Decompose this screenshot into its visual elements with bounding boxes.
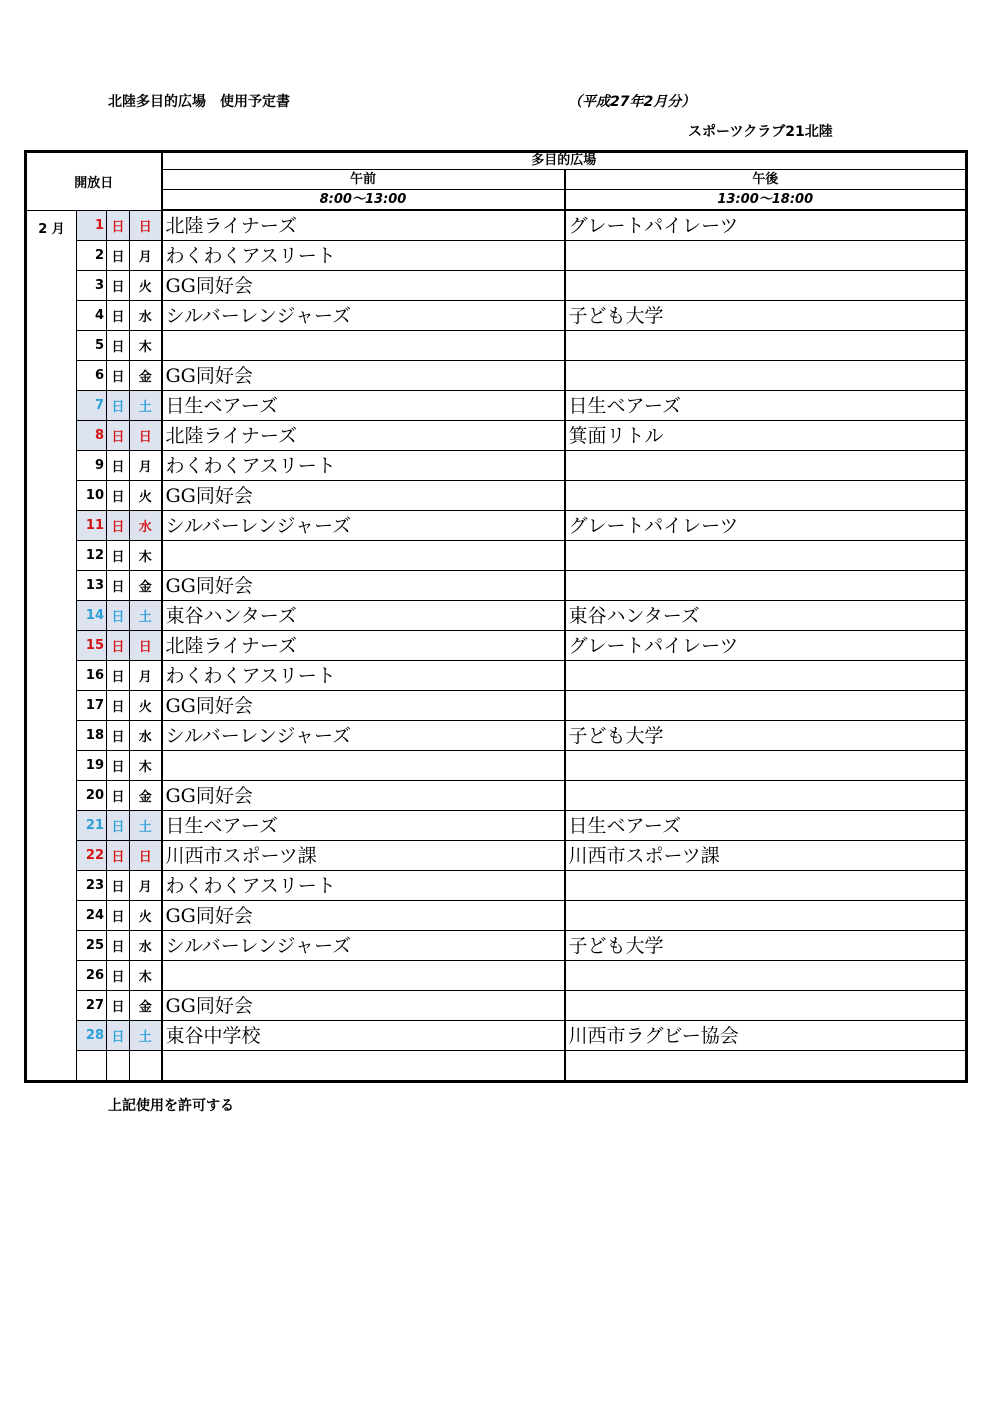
table-row xyxy=(26,631,967,661)
pm-booking xyxy=(565,871,967,901)
day-number: 7 xyxy=(77,391,107,421)
day-number: 17 xyxy=(77,691,107,721)
weekday: 月 xyxy=(130,241,162,271)
weekday: 木 xyxy=(130,751,162,781)
day-number: 19 xyxy=(77,751,107,781)
day-unit: 日 xyxy=(107,541,130,571)
period-label: （平成27年2月分） xyxy=(568,94,696,110)
day-unit: 日 xyxy=(107,871,130,901)
schedule-table xyxy=(24,150,968,1083)
pm-booking xyxy=(565,751,967,781)
pm-booking: 川西市ラグビー協会 xyxy=(565,1021,967,1051)
am-booking: 川西市スポーツ課 xyxy=(162,841,565,871)
pm-header: 午後 xyxy=(565,170,967,190)
day-unit: 日 xyxy=(107,210,130,241)
document-title: 北陸多目的広場 使用予定書 xyxy=(108,94,290,110)
table-row xyxy=(26,1021,967,1051)
day-unit xyxy=(107,1051,130,1082)
weekday: 木 xyxy=(130,331,162,361)
header-row-venue xyxy=(26,152,967,170)
pm-time: 13:00～18:00 xyxy=(565,190,967,211)
am-booking: GG同好会 xyxy=(162,691,565,721)
day-number: 18 xyxy=(77,721,107,751)
pm-booking xyxy=(565,691,967,721)
day-number: 28 xyxy=(77,1021,107,1051)
day-number: 21 xyxy=(77,811,107,841)
am-booking: GG同好会 xyxy=(162,271,565,301)
am-booking xyxy=(162,961,565,991)
day-number: 15 xyxy=(77,631,107,661)
table-row xyxy=(26,481,967,511)
table-row xyxy=(26,421,967,451)
weekday: 月 xyxy=(130,661,162,691)
table-row xyxy=(26,331,967,361)
day-unit: 日 xyxy=(107,421,130,451)
day-number: 16 xyxy=(77,661,107,691)
weekday: 火 xyxy=(130,481,162,511)
weekday: 木 xyxy=(130,541,162,571)
pm-booking: 東谷ハンターズ xyxy=(565,601,967,631)
pm-booking: 子ども大学 xyxy=(565,301,967,331)
table-row xyxy=(26,661,967,691)
pm-booking: 日生ベアーズ xyxy=(565,391,967,421)
table-row xyxy=(26,241,967,271)
pm-booking: グレートパイレーツ xyxy=(565,631,967,661)
am-booking: シルバーレンジャーズ xyxy=(162,721,565,751)
pm-booking: グレートパイレーツ xyxy=(565,511,967,541)
day-unit: 日 xyxy=(107,961,130,991)
day-unit: 日 xyxy=(107,361,130,391)
table-row xyxy=(26,901,967,931)
table-row xyxy=(26,811,967,841)
pm-booking xyxy=(565,1051,967,1082)
day-unit: 日 xyxy=(107,721,130,751)
organization-name: スポーツクラブ21北陸 xyxy=(688,124,833,140)
day-unit: 日 xyxy=(107,841,130,871)
am-booking: シルバーレンジャーズ xyxy=(162,931,565,961)
day-number: 13 xyxy=(77,571,107,601)
pm-booking xyxy=(565,991,967,1021)
day-number: 20 xyxy=(77,781,107,811)
weekday: 土 xyxy=(130,811,162,841)
day-unit: 日 xyxy=(107,301,130,331)
day-number: 27 xyxy=(77,991,107,1021)
day-unit: 日 xyxy=(107,571,130,601)
am-booking: GG同好会 xyxy=(162,991,565,1021)
weekday: 水 xyxy=(130,721,162,751)
month-cell: 2 月 xyxy=(26,210,77,1082)
table-row xyxy=(26,541,967,571)
pm-booking xyxy=(565,271,967,301)
day-unit: 日 xyxy=(107,991,130,1021)
day-unit: 日 xyxy=(107,331,130,361)
day-number: 23 xyxy=(77,871,107,901)
weekday: 火 xyxy=(130,691,162,721)
day-number: 4 xyxy=(77,301,107,331)
day-unit: 日 xyxy=(107,751,130,781)
table-row xyxy=(26,871,967,901)
weekday: 水 xyxy=(130,511,162,541)
pm-booking: 箕面リトル xyxy=(565,421,967,451)
am-booking: GG同好会 xyxy=(162,361,565,391)
am-booking: GG同好会 xyxy=(162,481,565,511)
day-number: 25 xyxy=(77,931,107,961)
day-number: 2 xyxy=(77,241,107,271)
pm-booking xyxy=(565,901,967,931)
weekday: 火 xyxy=(130,901,162,931)
am-booking: わくわくアスリート xyxy=(162,661,565,691)
pm-booking xyxy=(565,661,967,691)
day-number: 5 xyxy=(77,331,107,361)
table-row xyxy=(26,301,967,331)
day-number: 9 xyxy=(77,451,107,481)
weekday: 日 xyxy=(130,421,162,451)
day-number xyxy=(77,1051,107,1082)
weekday: 月 xyxy=(130,451,162,481)
table-row xyxy=(26,751,967,781)
weekday: 金 xyxy=(130,991,162,1021)
weekday: 土 xyxy=(130,391,162,421)
day-number: 11 xyxy=(77,511,107,541)
pm-booking xyxy=(565,481,967,511)
table-row xyxy=(26,451,967,481)
pm-booking: 子ども大学 xyxy=(565,721,967,751)
am-header: 午前 xyxy=(162,170,565,190)
table-row xyxy=(26,511,967,541)
am-booking: 北陸ライナーズ xyxy=(162,210,565,241)
day-number: 14 xyxy=(77,601,107,631)
approval-text: 上記使用を許可する xyxy=(108,1098,234,1114)
weekday: 日 xyxy=(130,631,162,661)
pm-booking xyxy=(565,241,967,271)
table-row xyxy=(26,841,967,871)
weekday: 木 xyxy=(130,961,162,991)
am-booking: GG同好会 xyxy=(162,781,565,811)
day-unit: 日 xyxy=(107,271,130,301)
table-row xyxy=(26,721,967,751)
pm-booking xyxy=(565,961,967,991)
weekday: 火 xyxy=(130,271,162,301)
pm-booking: 日生ベアーズ xyxy=(565,811,967,841)
pm-booking xyxy=(565,331,967,361)
table-row xyxy=(26,271,967,301)
table-row xyxy=(26,931,967,961)
day-unit: 日 xyxy=(107,241,130,271)
pm-booking xyxy=(565,361,967,391)
weekday: 金 xyxy=(130,571,162,601)
am-booking: 日生ベアーズ xyxy=(162,811,565,841)
day-number: 3 xyxy=(77,271,107,301)
day-unit: 日 xyxy=(107,631,130,661)
table-row xyxy=(26,361,967,391)
table-row xyxy=(26,691,967,721)
am-booking: 北陸ライナーズ xyxy=(162,631,565,661)
table-row xyxy=(26,1051,967,1082)
table-row xyxy=(26,991,967,1021)
am-booking: 東谷中学校 xyxy=(162,1021,565,1051)
day-number: 12 xyxy=(77,541,107,571)
table-row xyxy=(26,391,967,421)
pm-booking xyxy=(565,451,967,481)
am-booking: GG同好会 xyxy=(162,901,565,931)
am-booking xyxy=(162,331,565,361)
table-row xyxy=(26,601,967,631)
pm-booking: 子ども大学 xyxy=(565,931,967,961)
table-row xyxy=(26,210,967,241)
schedule-body xyxy=(26,152,967,1082)
am-booking xyxy=(162,541,565,571)
day-number: 1 xyxy=(77,210,107,241)
am-time: 8:00～13:00 xyxy=(162,190,565,211)
am-booking: GG同好会 xyxy=(162,571,565,601)
day-unit: 日 xyxy=(107,811,130,841)
day-number: 24 xyxy=(77,901,107,931)
open-day-header: 開放日 xyxy=(26,152,162,211)
weekday: 土 xyxy=(130,601,162,631)
pm-booking xyxy=(565,571,967,601)
am-booking: 北陸ライナーズ xyxy=(162,421,565,451)
am-booking xyxy=(162,751,565,781)
table-row xyxy=(26,571,967,601)
am-booking xyxy=(162,1051,565,1082)
weekday: 土 xyxy=(130,1021,162,1051)
venue-header: 多目的広場 xyxy=(162,152,967,170)
pm-booking: 川西市スポーツ課 xyxy=(565,841,967,871)
pm-booking xyxy=(565,541,967,571)
day-unit: 日 xyxy=(107,931,130,961)
day-unit: 日 xyxy=(107,511,130,541)
day-number: 26 xyxy=(77,961,107,991)
day-unit: 日 xyxy=(107,451,130,481)
weekday: 月 xyxy=(130,871,162,901)
table-row xyxy=(26,781,967,811)
pm-booking xyxy=(565,781,967,811)
am-booking: わくわくアスリート xyxy=(162,871,565,901)
day-unit: 日 xyxy=(107,661,130,691)
weekday: 日 xyxy=(130,841,162,871)
day-unit: 日 xyxy=(107,691,130,721)
table-row xyxy=(26,961,967,991)
weekday xyxy=(130,1051,162,1082)
day-unit: 日 xyxy=(107,781,130,811)
day-unit: 日 xyxy=(107,601,130,631)
am-booking: わくわくアスリート xyxy=(162,241,565,271)
day-number: 6 xyxy=(77,361,107,391)
weekday: 金 xyxy=(130,361,162,391)
day-number: 22 xyxy=(77,841,107,871)
am-booking: 東谷ハンターズ xyxy=(162,601,565,631)
day-unit: 日 xyxy=(107,481,130,511)
weekday: 金 xyxy=(130,781,162,811)
weekday: 日 xyxy=(130,210,162,241)
am-booking: 日生ベアーズ xyxy=(162,391,565,421)
day-unit: 日 xyxy=(107,901,130,931)
day-number: 10 xyxy=(77,481,107,511)
am-booking: シルバーレンジャーズ xyxy=(162,301,565,331)
day-unit: 日 xyxy=(107,391,130,421)
header-row-time xyxy=(26,190,967,211)
day-number: 8 xyxy=(77,421,107,451)
weekday: 水 xyxy=(130,301,162,331)
weekday: 水 xyxy=(130,931,162,961)
am-booking: シルバーレンジャーズ xyxy=(162,511,565,541)
am-booking: わくわくアスリート xyxy=(162,451,565,481)
header-row-period xyxy=(26,170,967,190)
day-unit: 日 xyxy=(107,1021,130,1051)
pm-booking: グレートパイレーツ xyxy=(565,210,967,241)
